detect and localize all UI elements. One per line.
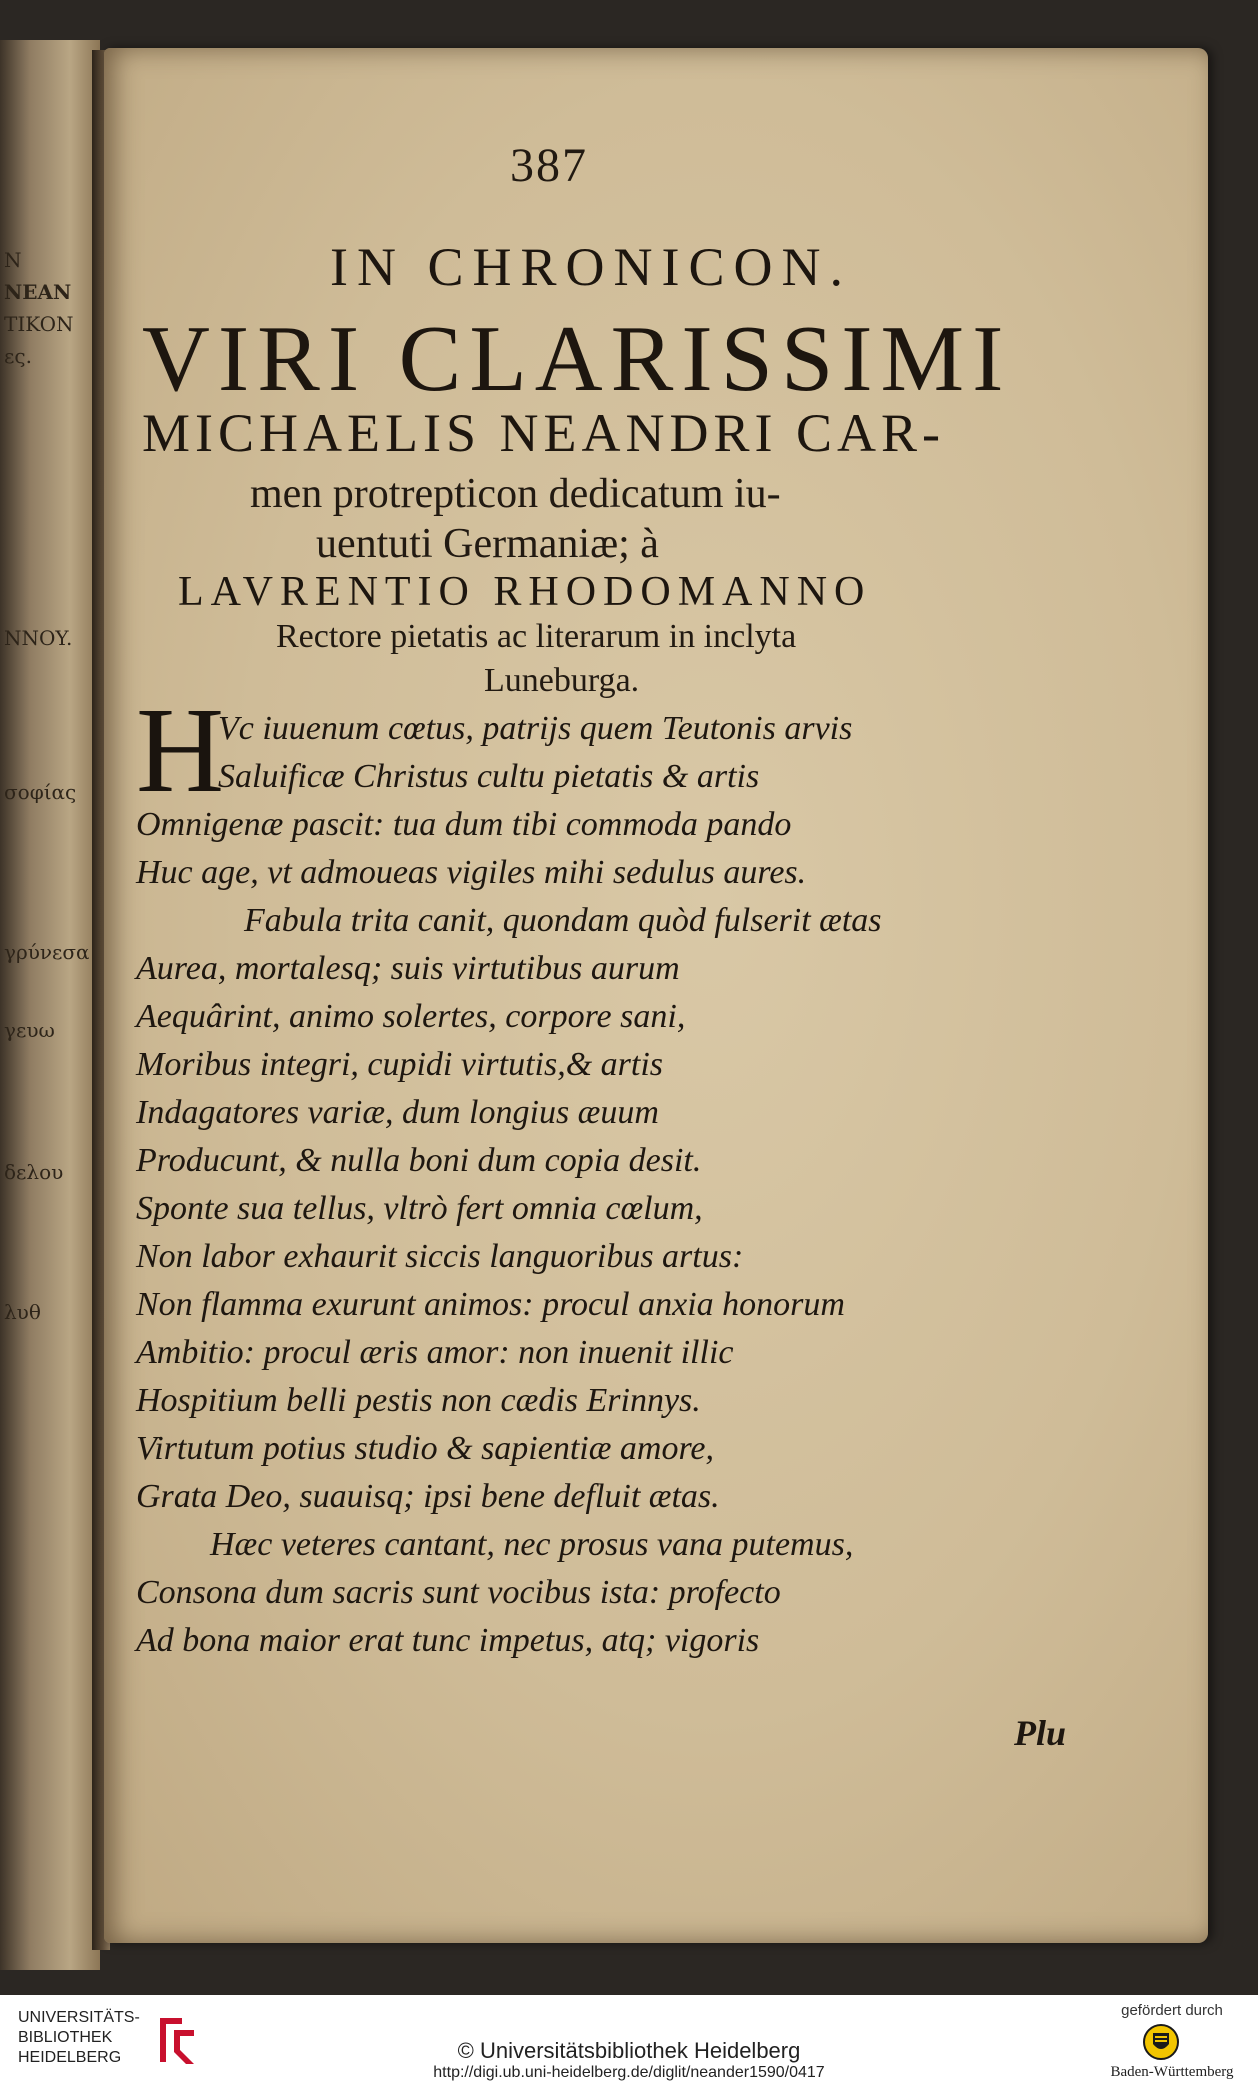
verse-line: Producunt, & nulla boni dum copia desit. [136, 1142, 702, 1179]
permalink-url[interactable]: http://digi.ub.uni-heidelberg.de/diglit/neander1590/0417 [433, 2064, 825, 2081]
verse-line: Fabula trita canit, quondam quòd fulserit ætas [244, 902, 882, 939]
verse-line: Omnigenæ pascit: tua dum tibi commoda pando [136, 806, 792, 843]
left-fragment: TIKON [4, 312, 74, 336]
funder-name: Baden-Württemberg [1110, 2064, 1234, 2080]
facing-page-edge [0, 40, 100, 1970]
left-fragment: γευω [4, 1018, 55, 1042]
verse-line: Sponte sua tellus, vltrò fert omnia cœlum, [136, 1190, 703, 1227]
drop-cap: H [136, 683, 225, 818]
title-line: uentuti Germaniæ; à [316, 521, 659, 567]
title-line: men protrepticon dedicatum iu- [250, 471, 781, 517]
verse-line: Ad bona maior erat tunc impetus, atq; vigoris [136, 1622, 760, 1659]
title-line: IN CHRONICON. [330, 237, 852, 297]
left-fragment: ες. [4, 344, 32, 368]
verse-line: Grata Deo, suauisq; ipsi bene defluit ætas. [136, 1478, 720, 1515]
title-line: LAVRENTIO RHODOMANNO [178, 569, 872, 615]
left-fragment: N [4, 248, 22, 272]
copyright-notice: © Universitätsbibliothek Heidelberg [457, 2038, 801, 2063]
left-fragment: λυθ [4, 1300, 41, 1324]
library-name-line: BIBLIOTHEK [18, 2029, 113, 2046]
left-fragment: NNOY. [4, 626, 73, 650]
verse-line: Hospitium belli pestis non cædis Erinnys. [136, 1382, 701, 1419]
baden-wuerttemberg-crest-icon [1142, 2024, 1180, 2060]
catchword: Plu [1014, 1713, 1067, 1753]
verse-line: Moribus integri, cupidi virtutis,& artis [136, 1046, 664, 1083]
verse-line: Aequârint, animo solertes, corpore sani, [136, 998, 686, 1035]
verse-line: Consona dum sacris sunt vocibus ista: profecto [136, 1574, 781, 1611]
funded-by-label: gefördert durch [1121, 2002, 1223, 2019]
verse-line: Huc age, vt admoueas vigiles mihi sedulus aures. [136, 854, 807, 891]
title-line: MICHAELIS NEANDRI CAR- [142, 403, 945, 463]
verse-line: Vc iuuenum cœtus, patrijs quem Teutonis arvis [218, 710, 853, 747]
title-line: VIRI CLARISSIMI [142, 307, 1012, 411]
verse-line: Hæc veteres cantant, nec prosus vana putemus, [210, 1526, 854, 1563]
verse-line: Saluificæ Christus cultu pietatis & artis [218, 758, 760, 795]
left-fragment: NEAN [4, 280, 72, 304]
verse-line: Non labor exhaurit siccis languoribus artus: [136, 1238, 744, 1275]
left-fragment: γρύνεσα [4, 940, 90, 964]
verse-line: Virtutum potius studio & sapientiæ amore, [136, 1430, 715, 1467]
page-number: 387 [510, 139, 588, 192]
title-line: Luneburga. [484, 662, 640, 699]
left-fragment: σοφίας [4, 780, 77, 804]
verse-line: Indagatores variæ, dum longius æuum [136, 1094, 659, 1131]
verse-line: Non flamma exurunt animos: procul anxia honorum [136, 1286, 845, 1323]
left-fragment: δελου [4, 1160, 64, 1184]
title-line: Rectore pietatis ac literarum in inclyta [276, 618, 797, 655]
verse-line: Aurea, mortalesq; suis virtutibus aurum [136, 950, 680, 987]
library-name-line: HEIDELBERG [18, 2049, 122, 2066]
library-name-line: UNIVERSITÄTS- [18, 2009, 140, 2026]
verse-line: Ambitio: procul æris amor: non inuenit illic [136, 1334, 734, 1371]
